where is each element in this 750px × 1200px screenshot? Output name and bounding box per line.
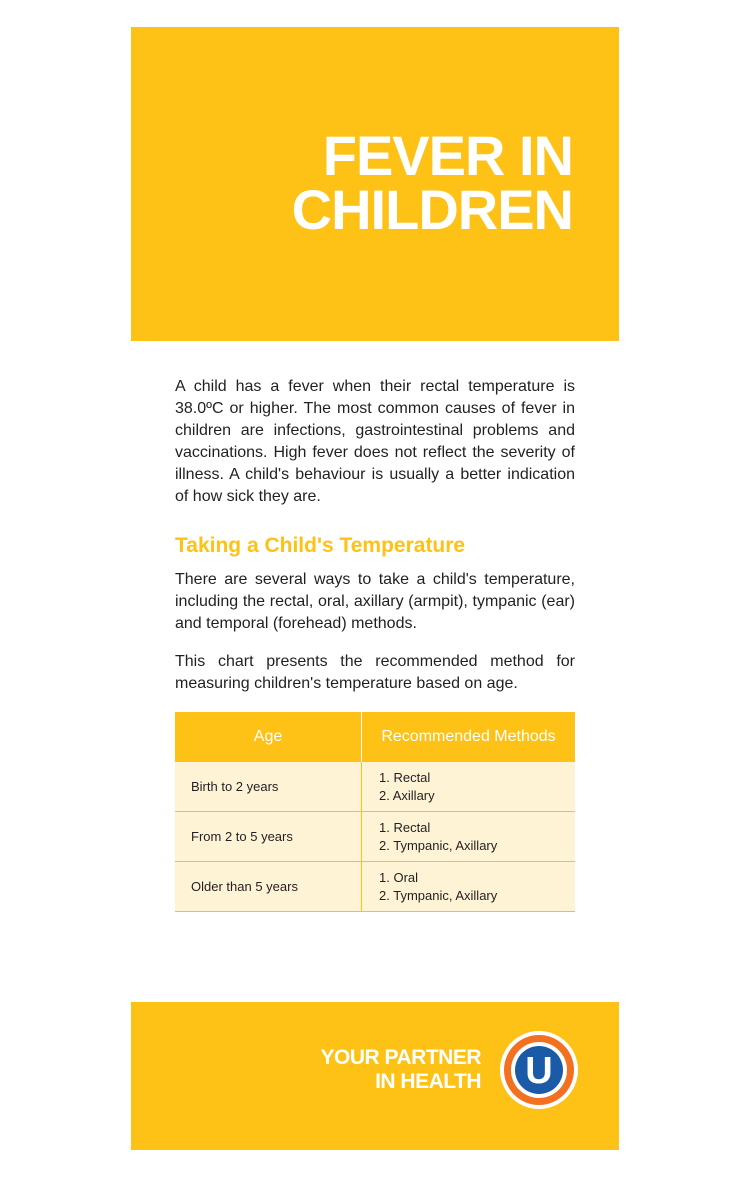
methods-paragraph: There are several ways to take a child's temperature, including the rectal, oral, axillary (armpit), tympanic (ear) and temporal (forehead) methods.	[175, 571, 575, 632]
page-title	[291, 124, 573, 241]
brand-u-logo-icon	[499, 1030, 579, 1110]
footer-banner	[131, 1002, 619, 1150]
methods-cell	[362, 812, 576, 862]
methods-cell	[362, 762, 576, 812]
logo-letter: U	[525, 1050, 553, 1092]
method-line-1: 1. Rectal	[379, 819, 431, 835]
table-header-row	[175, 712, 575, 762]
intro-paragraph: A child has a fever when their rectal temperature is 38.0ºC or higher. The most common causes of fever in children are infections, gastrointestinal problems and vaccinations. High fever does not reflect the severity of illness. A child's behaviour is usually a better indication of how sick they are.	[175, 378, 575, 505]
table-row	[175, 762, 575, 812]
main-content	[175, 376, 575, 912]
tagline	[321, 1046, 481, 1094]
tagline-line-1: YOUR PARTNER	[320, 1046, 481, 1069]
title-line-1: FEVER IN	[322, 124, 573, 187]
method-line-1: 1. Oral	[379, 869, 419, 885]
age-cell: From 2 to 5 years	[175, 812, 362, 862]
table-row	[175, 862, 575, 912]
table-row	[175, 812, 575, 862]
method-line-2: 2. Tympanic, Axillary	[379, 887, 498, 903]
column-header-methods: Recommended Methods	[362, 712, 576, 762]
methods-cell	[362, 862, 576, 912]
header-banner	[131, 27, 619, 341]
title-line-2: CHILDREN	[291, 178, 573, 241]
section-heading: Taking a Child's Temperature	[175, 534, 466, 557]
tagline-line-2: IN HEALTH	[375, 1070, 481, 1093]
age-cell: Birth to 2 years	[175, 762, 362, 812]
temperature-methods-table	[175, 712, 575, 912]
method-line-2: 2. Axillary	[379, 787, 435, 803]
age-cell: Older than 5 years	[175, 862, 362, 912]
method-line-1: 1. Rectal	[379, 769, 431, 785]
method-line-2: 2. Tympanic, Axillary	[379, 837, 498, 853]
column-header-age: Age	[175, 712, 362, 762]
chart-intro-paragraph: This chart presents the recommended method for measuring children's temperature based on age.	[175, 653, 575, 692]
